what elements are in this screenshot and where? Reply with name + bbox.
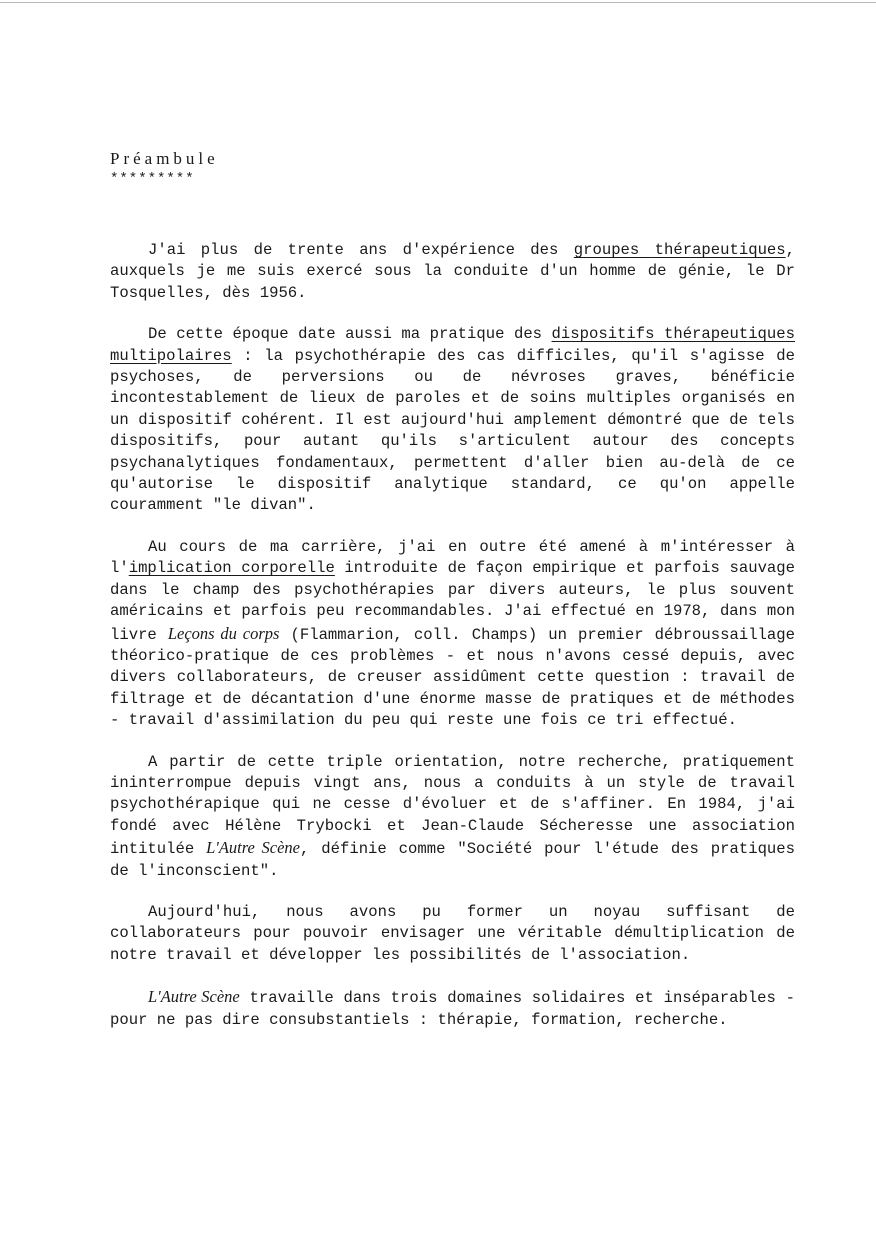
text-run: travaille dans trois domaines solidaires et inséparables - pour ne pas dire consubstantiels : thérapie, formation, recherche.	[110, 989, 795, 1029]
underlined-phrase: dispositifs thérapeutiques multipolaires	[110, 325, 795, 365]
text-run: Aujourd'hui, nous avons pu former un noyau suffisant de collaborateurs pour pouvoir envisager une véritable démultiplication de notre travail et développer les possibilités de l'association.	[110, 902, 795, 964]
text-run: De cette époque date aussi ma pratique des	[148, 325, 552, 344]
scan-top-edge	[0, 2, 876, 3]
text-run: : la psychothérapie des cas difficiles, qu'il s'agisse de psychoses, de perversions ou de névroses graves, bénéficie incontestablement de lieux de paroles et de soins multiples organisés en un dispositif cohérent. Il est aujourd'hui amplement démontré que de tels dispositifs, pour autant qu'ils s'articulent autour des concepts psychanalytiques fondamentaux, permettent d'aller bien au-delà de ce qu'autorise le dispositif analytique standard, ce qu'on appelle couramment "le divan".	[110, 346, 795, 515]
text-run: (Flammarion, coll. Champs) un premier débroussaillage théorico-pratique de ces problèmes - et nous n'avons cessé depuis, avec divers collaborateurs, de creuser assidûment cette question : travail de filtrage et de décantation d'une énorme masse de pratiques et de méthodes - travail d'assimilation du peu qui reste une fois ce tri effectué.	[110, 625, 795, 730]
text-run: , auxquels je me suis exercé sous la conduite d'un homme de génie, le Dr Tosquelles, dès 1956.	[110, 241, 796, 302]
page-title: Préambule	[110, 149, 219, 168]
paragraph	[110, 324, 795, 517]
underlined-phrase: groupes thérapeutiques	[573, 241, 786, 259]
paragraph	[110, 240, 795, 304]
paragraph	[110, 986, 795, 1031]
underlined-phrase: implication corporelle	[128, 559, 335, 578]
title-decoration: *********	[110, 171, 195, 187]
paragraph	[110, 902, 795, 966]
text-run: A partir de cette triple orientation, notre recherche, pratiquement ininterrompue depuis vingt ans, nous a conduits à un style de travail psychothérapique qui ne cesse d'évoluer et de s'affiner. En 1984, j'ai fondé avec Hélène Trybocki et Jean-Claude Sécheresse une association intitulée	[110, 752, 795, 859]
italic-title: Leçons du corps	[167, 623, 280, 643]
text-run: , définie comme "Société pour l'étude des pratiques de l'inconscient".	[110, 840, 796, 880]
text-run: introduite de façon empirique et parfois sauvage dans le champ des psychothérapies par divers auteurs, le plus souvent américains et parfois peu recommandables. J'ai effectué en 1978, dans mon livre	[110, 559, 795, 644]
paragraph	[110, 537, 795, 732]
body-text	[110, 240, 795, 1031]
paragraph	[110, 752, 795, 882]
document-page	[110, 148, 795, 1051]
text-run: Au cours de ma carrière, j'ai en outre été amené à m'intéresser à l'	[110, 537, 795, 578]
italic-title: L'Autre Scène	[148, 987, 240, 1007]
italic-title: L'Autre Scène	[206, 838, 301, 858]
text-run: J'ai plus de trente ans d'expérience des	[148, 241, 574, 259]
